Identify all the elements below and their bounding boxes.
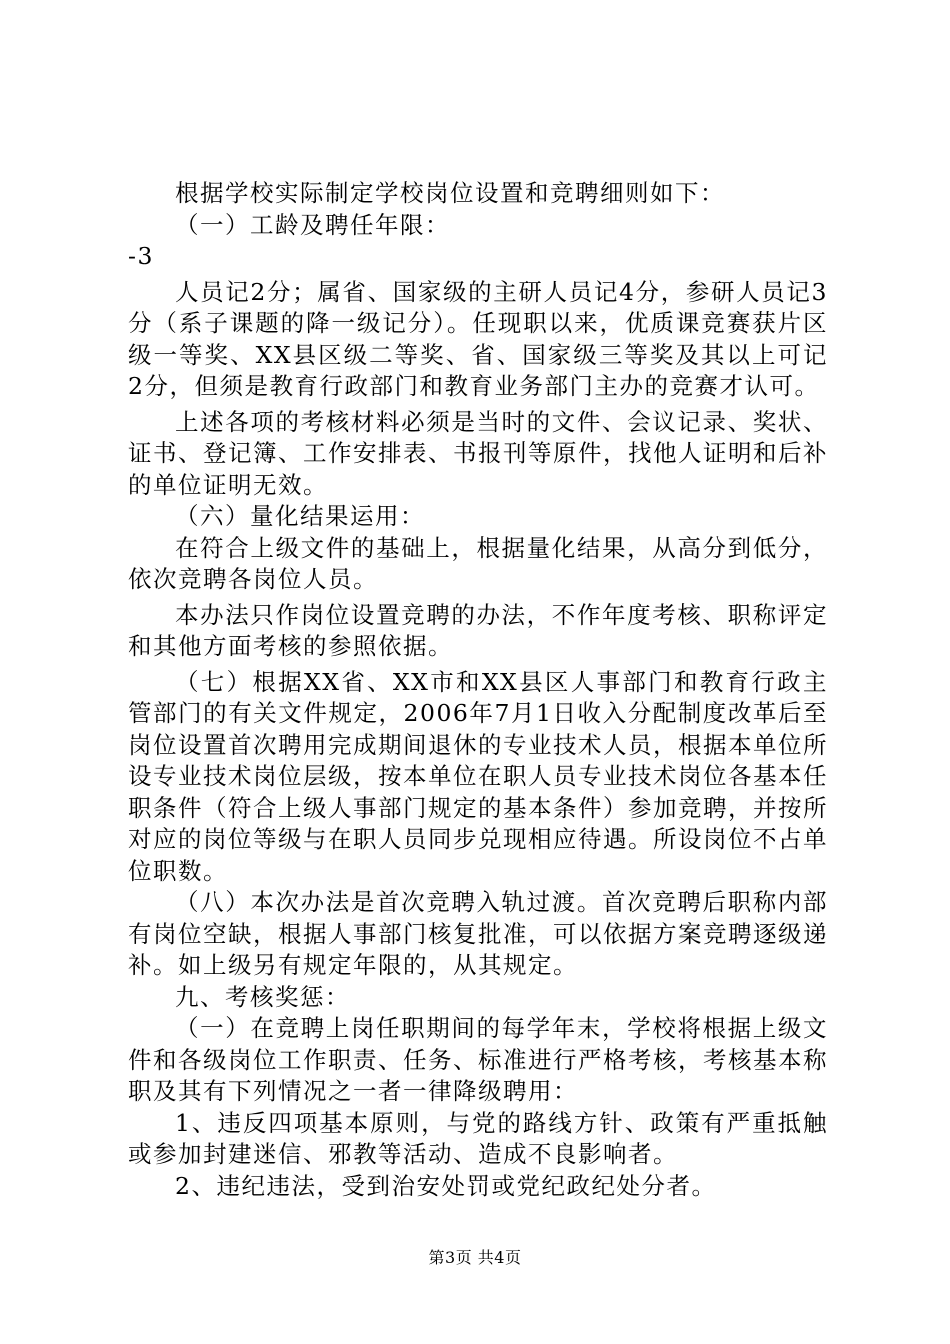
paragraph-heading-seniority: （一）工龄及聘任年限： — [175, 210, 450, 239]
paragraph-scope: 本办法只作岗位设置竞聘的办法，不作年度考核、职称评定和其他方面考核的参照依据。 — [128, 600, 828, 660]
paragraph-materials: 上述各项的考核材料必须是当时的文件、会议记录、奖状、证书、登记簿、工作安排表、书报刊等原件，找他人证明和后补的单位证明无效。 — [128, 407, 828, 499]
paragraph-section-seven: （七）根据XX省、XX市和XX县区人事部门和教育行政主管部门的有关文件规定，2006年7月1日收入分配制度改革后至岗位设置首次聘用完成期间退休的专业技术人员，根据本单位所设专业技术岗位层级，按本单位在职人员专业技术岗位各基本任职条件（符合上级人事部门规定的基本条件）参加竞聘，并按所对应的岗位等级与在职人员同步兑现相应待遇。所设岗位不占单位职数。 — [128, 667, 828, 885]
paragraph-research-scoring: 人员记2分；属省、国家级的主研人员记4分，参研人员记3分（系子课题的降一级记分）。任现职以来，优质课竞赛获片区级一等奖、XX县区级二等奖、省、国家级三等奖及其以上可记2分，但须是教育行政部门和教育业务部门主办的竞赛才认可。 — [128, 277, 828, 400]
paragraph-heading-assessment: 九、考核奖惩： — [175, 982, 350, 1011]
list-item-violation-2: 2、违纪违法，受到治安处罚或党纪政纪处分者。 — [175, 1171, 717, 1200]
paragraph-intro: 根据学校实际制定学校岗位设置和竞聘细则如下： — [175, 179, 725, 207]
page-footer: 第3页 共4页 — [428, 1248, 522, 1267]
paragraph-results-basis: 在符合上级文件的基础上，根据量化结果，从高分到低分，依次竞聘各岗位人员。 — [128, 533, 828, 593]
document-body — [128, 178, 828, 1202]
paragraph-assessment-intro: （一）在竞聘上岗任职期间的每学年末，学校将根据上级文件和各级岗位工作职责、任务、标准进行严格考核，考核基本称职及其有下列情况之一者一律降级聘用： — [128, 1014, 828, 1105]
paragraph-heading-results: （六）量化结果运用： — [175, 502, 425, 530]
list-item-violation-1: 1、违反四项基本原则，与党的路线方针、政策有严重抵触或参加封建迷信、邪教等活动、造成不良影响者。 — [128, 1108, 828, 1168]
paragraph-section-eight: （八）本次办法是首次竞聘入轨过渡。首次竞聘后职称内部有岗位空缺，根据人事部门核复批准，可以依据方案竞聘逐级递补。如上级另有规定年限的，从其规定。 — [128, 888, 828, 979]
paragraph-page-marker: -3 — [128, 242, 154, 270]
